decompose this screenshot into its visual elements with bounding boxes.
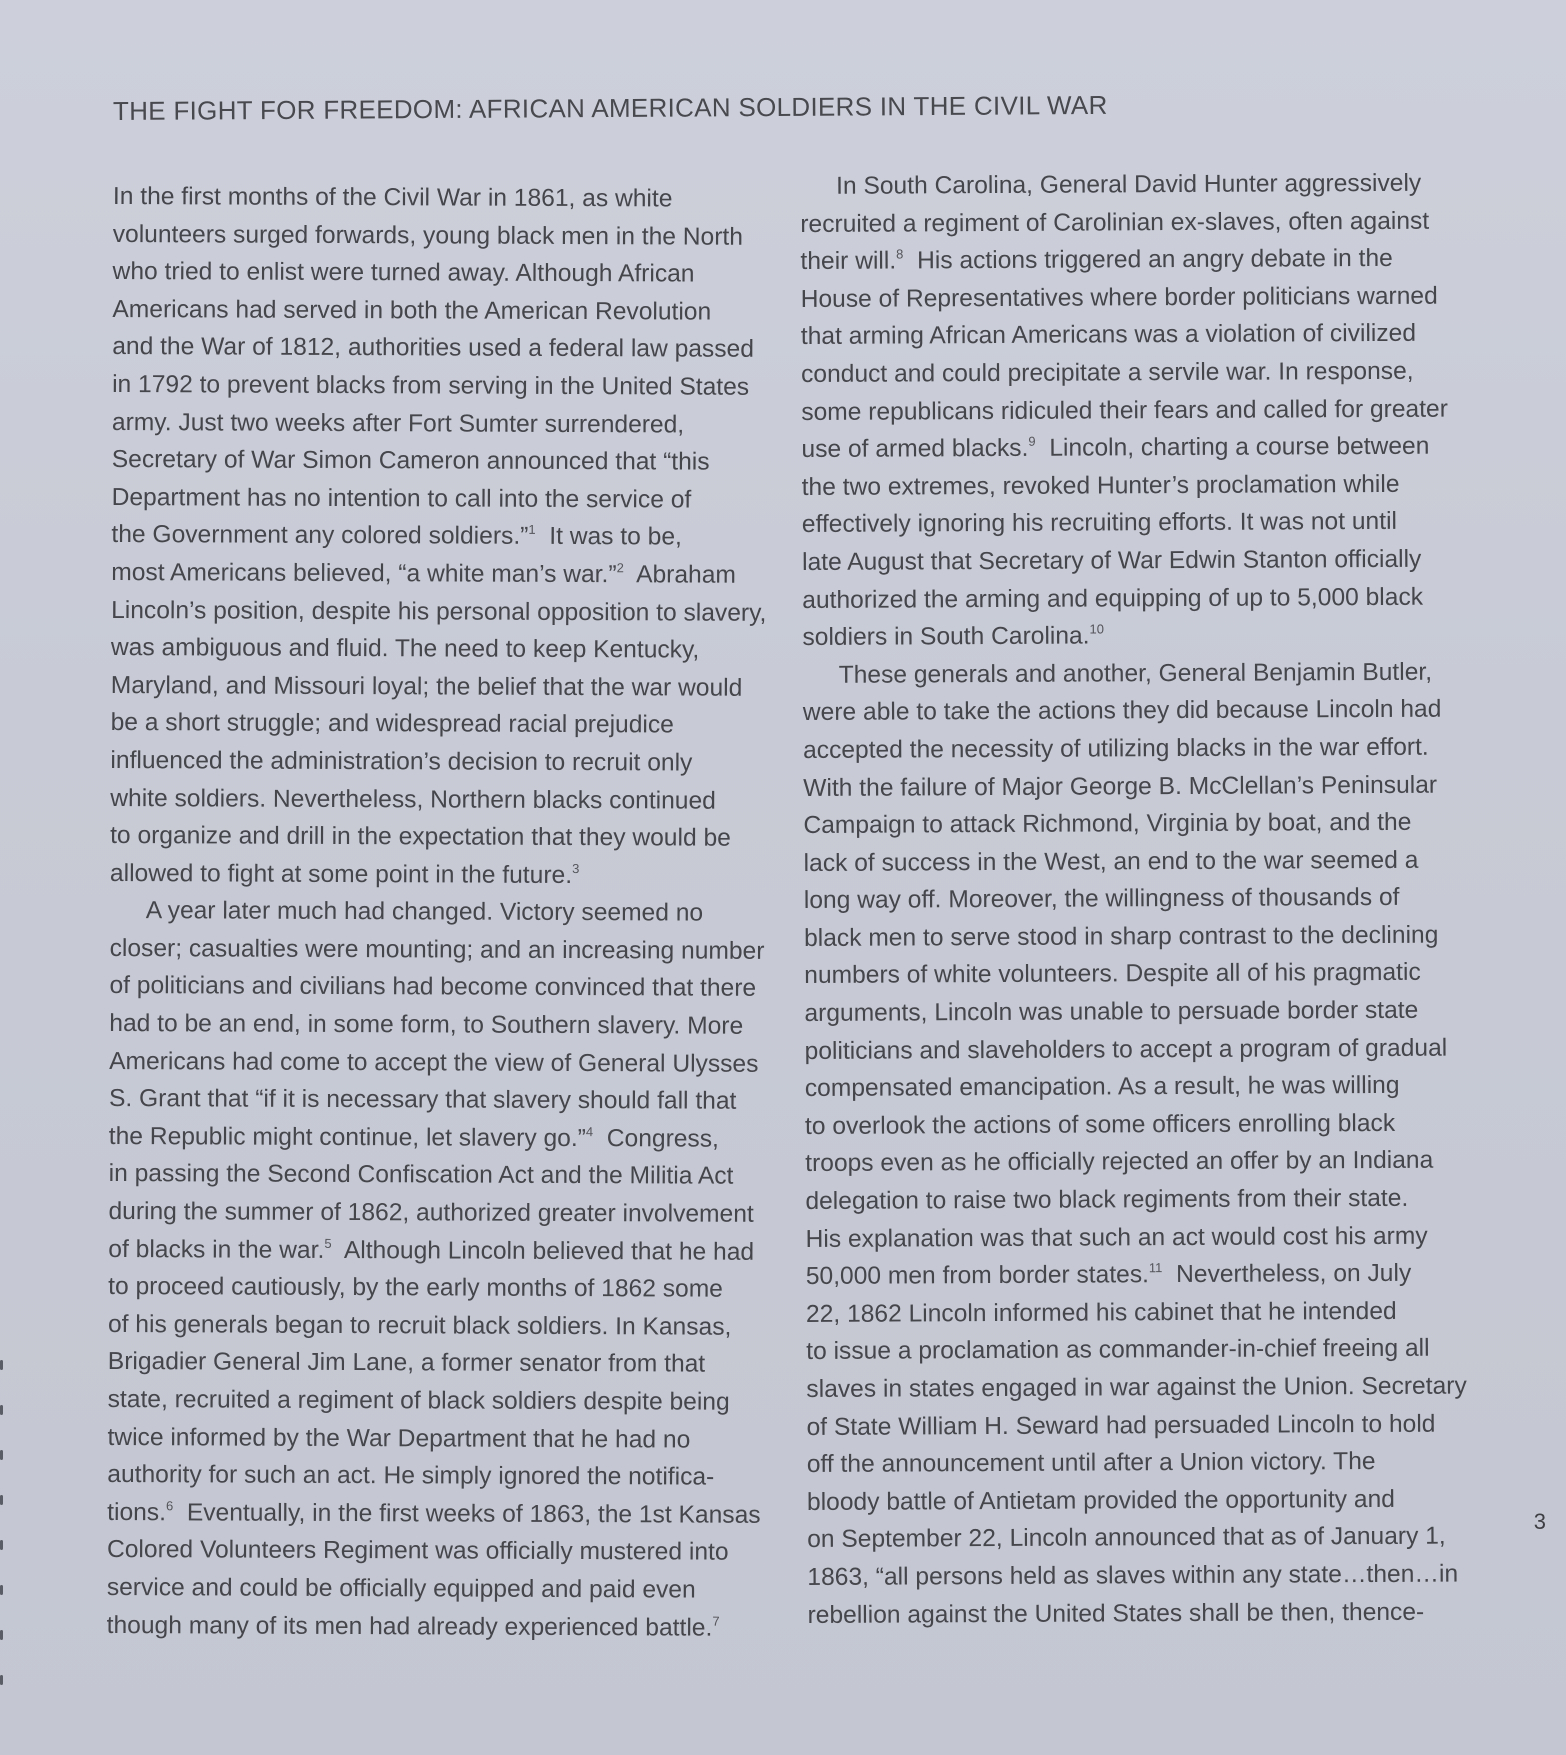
line-text: the Government any colored soldiers.” bbox=[111, 521, 529, 551]
line-text: to overlook the actions of some officers enrolling black bbox=[804, 1109, 1396, 1140]
text-line bbox=[804, 841, 1454, 882]
text-line bbox=[805, 1104, 1455, 1145]
line-text: Americans had served in both the American Revolution bbox=[112, 295, 712, 326]
text-line bbox=[111, 554, 761, 594]
footnote-ref: 11 bbox=[1148, 1260, 1163, 1276]
text-line bbox=[804, 954, 1454, 995]
line-text: be a short struggle; and widespread racial prejudice bbox=[110, 709, 674, 739]
text-line bbox=[111, 516, 761, 556]
line-text: 50,000 men from border states. bbox=[805, 1261, 1149, 1291]
line-text: the Republic might continue, let slavery go.” bbox=[108, 1122, 586, 1152]
line-text: Campaign to attack Richmond, Virginia by boat, and the bbox=[803, 808, 1412, 840]
line-text: Colored Volunteers Regiment was officially mustered into bbox=[106, 1536, 729, 1567]
line-text: that arming African Americans was a violation of civilized bbox=[800, 320, 1417, 351]
line-text: were able to take the actions they did because Lincoln had bbox=[802, 695, 1442, 727]
text-line bbox=[109, 930, 765, 970]
line-text: of blacks in the war. bbox=[108, 1235, 325, 1264]
text-line bbox=[108, 1306, 758, 1346]
text-line bbox=[109, 1080, 759, 1120]
line-text: to issue a proclamation as commander-in-chief freeing all bbox=[806, 1335, 1430, 1366]
text-line bbox=[803, 691, 1453, 732]
line-text: Secretary of War Simon Cameron announced that “this bbox=[111, 446, 710, 476]
text-line bbox=[110, 817, 760, 857]
text-line bbox=[806, 1217, 1456, 1258]
line-text-continued: It was to be, bbox=[535, 523, 682, 551]
text-line bbox=[801, 428, 1451, 469]
line-text: troops even as he officially rejected an offer by an Indiana bbox=[805, 1147, 1434, 1178]
line-text-continued: Abraham bbox=[623, 561, 736, 589]
text-line bbox=[804, 916, 1454, 957]
line-text: effectively ignoring his recruiting efforts. It was not until bbox=[801, 508, 1398, 539]
line-text: authority for such an act. He simply ignored the notifica- bbox=[107, 1461, 715, 1491]
text-line bbox=[802, 541, 1452, 582]
footnote-ref: 6 bbox=[165, 1498, 174, 1514]
text-line bbox=[806, 1368, 1467, 1409]
line-text: delegation to raise two black regiments from their state. bbox=[805, 1184, 1409, 1216]
footnote-ref: 10 bbox=[1089, 621, 1105, 637]
text-line bbox=[109, 1118, 759, 1158]
text-line bbox=[803, 728, 1453, 769]
text-line bbox=[805, 1029, 1455, 1070]
line-text: lack of success in the West, an end to the war seemed a bbox=[803, 846, 1419, 877]
line-text: volunteers surged forwards, young black men in the North bbox=[112, 220, 744, 251]
text-line bbox=[108, 1381, 758, 1421]
text-line bbox=[109, 1005, 759, 1045]
text-line bbox=[107, 1456, 757, 1496]
line-text: In the first months of the Civil War in 1861, as white bbox=[112, 182, 673, 213]
text-line bbox=[800, 240, 1450, 281]
paragraph bbox=[800, 165, 1453, 657]
line-text: in 1792 to prevent blacks from serving in the United States bbox=[112, 370, 750, 401]
line-text: to organize and drill in the expectation that they would be bbox=[110, 822, 731, 852]
page-number: 3 bbox=[1533, 1509, 1546, 1534]
line-text-continued: Lincoln, charting a course between bbox=[1035, 432, 1430, 462]
footnote-ref: 1 bbox=[528, 522, 536, 538]
right-column bbox=[800, 165, 1467, 1635]
line-text: rebellion against the United States shall be then, thence- bbox=[807, 1598, 1425, 1629]
text-line bbox=[805, 1142, 1455, 1183]
line-text: who tried to enlist were turned away. Although African bbox=[112, 258, 695, 288]
line-text: soldiers in South Carolina. bbox=[802, 622, 1090, 652]
text-line bbox=[801, 277, 1451, 318]
line-text: to proceed cautiously, by the early months of 1862 some bbox=[108, 1273, 723, 1303]
line-text: and the War of 1812, authorities used a federal law passed bbox=[112, 333, 754, 364]
text-line bbox=[802, 578, 1452, 619]
text-line bbox=[807, 1480, 1457, 1521]
text-line bbox=[800, 202, 1450, 243]
line-text: influenced the administration’s decision to recruit only bbox=[110, 746, 693, 777]
text-line bbox=[802, 616, 1452, 657]
line-text: most Americans believed, “a white man’s war.” bbox=[111, 558, 617, 589]
text-line bbox=[108, 1343, 758, 1383]
line-text-continued: Although Lincoln believed that he had bbox=[331, 1236, 755, 1266]
text-line bbox=[807, 1518, 1457, 1559]
text-line bbox=[805, 1067, 1455, 1108]
text-line bbox=[109, 967, 759, 1007]
text-line bbox=[113, 178, 763, 218]
line-text: With the failure of Major George B. McClellan’s Peninsular bbox=[803, 771, 1438, 802]
line-text-continued: Congress, bbox=[593, 1124, 719, 1153]
line-text: of politicians and civilians had become convinced that there bbox=[109, 972, 757, 1003]
text-line bbox=[107, 1607, 757, 1647]
line-text: In South Carolina, General David Hunter aggressively bbox=[836, 169, 1422, 200]
line-text: conduct and could precipitate a servile war. In response, bbox=[801, 357, 1414, 388]
line-text: accepted the necessity of utilizing blacks in the war effort. bbox=[802, 733, 1429, 764]
text-line bbox=[807, 1556, 1457, 1597]
text-line bbox=[107, 1494, 761, 1534]
text-line bbox=[805, 1180, 1455, 1221]
left-column bbox=[106, 178, 767, 1647]
line-text: had to be an end, in some form, to Southern slavery. More bbox=[109, 1010, 744, 1040]
text-line bbox=[109, 1043, 759, 1083]
line-text: His explanation was that such an act would cost his army bbox=[805, 1222, 1428, 1253]
text-line bbox=[107, 1569, 757, 1609]
text-line bbox=[802, 503, 1452, 544]
line-text: House of Representatives where border politicians warned bbox=[800, 282, 1438, 313]
text-line bbox=[806, 1405, 1456, 1446]
text-line bbox=[112, 291, 762, 331]
footnote-ref: 2 bbox=[616, 560, 624, 576]
line-text: the two extremes, revoked Hunter’s proclamation while bbox=[801, 470, 1400, 501]
text-line bbox=[801, 315, 1451, 356]
line-text: allowed to fight at some point in the future. bbox=[109, 859, 573, 889]
text-line bbox=[806, 1292, 1456, 1333]
text-line bbox=[108, 1268, 758, 1308]
line-text-continued: Eventually, in the first weeks of 1863, the 1st Kansas bbox=[173, 1499, 761, 1529]
line-text: closer; casualties were mounting; and an increasing number bbox=[109, 934, 765, 965]
line-text: army. Just two weeks after Fort Sumter surrendered, bbox=[111, 408, 685, 439]
line-text: tions. bbox=[107, 1498, 167, 1527]
line-text: bloody battle of Antietam provided the opportunity and bbox=[806, 1485, 1395, 1516]
line-text: state, recruited a regiment of black soldiers despite being bbox=[107, 1385, 730, 1416]
line-text: arguments, Lincoln was unable to persuade border state bbox=[804, 996, 1419, 1028]
line-text: during the summer of 1862, authorized greater involvement bbox=[108, 1198, 754, 1228]
text-line bbox=[112, 479, 762, 519]
text-line bbox=[806, 1330, 1456, 1371]
running-head: THE FIGHT FOR FREEDOM: AFRICAN AMERICAN SOLDIERS IN THE CIVIL WAR bbox=[112, 89, 1108, 126]
line-text: though many of its men had already experienced battle. bbox=[106, 1611, 713, 1642]
footnote-ref: 9 bbox=[1028, 433, 1036, 449]
text-line bbox=[801, 390, 1451, 431]
text-line bbox=[112, 328, 762, 368]
line-text: Lincoln’s position, despite his personal opposition to slavery, bbox=[111, 596, 767, 627]
text-line bbox=[108, 1231, 758, 1271]
footnote-ref: 3 bbox=[572, 860, 580, 876]
text-line bbox=[110, 779, 760, 819]
line-text: politicians and slaveholders to accept a program of gradual bbox=[804, 1034, 1448, 1065]
text-line bbox=[110, 892, 760, 932]
paragraph bbox=[109, 178, 767, 895]
text-line bbox=[109, 1155, 759, 1195]
paragraph bbox=[106, 892, 765, 1647]
line-text: on September 22, Lincoln announced that as of January 1, bbox=[807, 1523, 1446, 1554]
line-text: their will. bbox=[800, 247, 897, 276]
text-line bbox=[111, 704, 761, 744]
text-line bbox=[107, 1531, 757, 1571]
text-line bbox=[806, 1255, 1456, 1296]
line-text-continued: His actions triggered an angry debate in the bbox=[903, 245, 1393, 275]
text-line bbox=[113, 216, 763, 256]
text-line bbox=[113, 253, 763, 293]
line-text: of his generals began to recruit black soldiers. In Kansas, bbox=[107, 1310, 732, 1341]
text-line bbox=[803, 766, 1453, 807]
line-text: of State William H. Seward had persuaded Lincoln to hold bbox=[806, 1410, 1436, 1441]
text-line bbox=[800, 165, 1450, 206]
line-text: some republicans ridiculed their fears and called for greater bbox=[801, 395, 1448, 426]
line-text: off the announcement until after a Union victory. The bbox=[806, 1448, 1376, 1479]
line-text: numbers of white volunteers. Despite all of his pragmatic bbox=[804, 959, 1421, 990]
page-edge-marks bbox=[0, 1350, 6, 1710]
paragraph bbox=[802, 653, 1467, 1634]
line-text: Department has no intention to call into the service of bbox=[111, 483, 692, 514]
text-line bbox=[804, 879, 1454, 920]
footnote-ref: 8 bbox=[896, 246, 904, 262]
text-line bbox=[804, 992, 1454, 1033]
footnote-ref: 4 bbox=[585, 1123, 594, 1139]
line-text: 1863, “all persons held as slaves within any state…then…in bbox=[807, 1560, 1459, 1591]
line-text: Brigadier General Jim Lane, a former senator from that bbox=[107, 1348, 706, 1379]
text-line bbox=[803, 804, 1453, 845]
line-text: slaves in states engaged in war against the Union. Secretary bbox=[806, 1372, 1467, 1403]
text-line bbox=[112, 441, 762, 481]
line-text: A year later much had changed. Victory seemed no bbox=[145, 897, 704, 927]
footnote-ref: 7 bbox=[712, 1613, 720, 1629]
text-line bbox=[802, 465, 1452, 506]
text-line bbox=[111, 629, 761, 669]
line-text: compensated emancipation. As a result, he was willing bbox=[804, 1072, 1400, 1103]
line-text: 22, 1862 Lincoln informed his cabinet that he intended bbox=[805, 1297, 1397, 1328]
line-text: long way off. Moreover, the willingness of thousands of bbox=[803, 884, 1400, 915]
text-line bbox=[807, 1593, 1457, 1634]
line-text: use of armed blacks. bbox=[801, 434, 1029, 464]
text-line bbox=[112, 404, 762, 444]
line-text-continued: Nevertheless, on July bbox=[1162, 1260, 1412, 1289]
text-line bbox=[107, 1419, 757, 1459]
text-line bbox=[111, 667, 761, 707]
line-text: S. Grant that “if it is necessary that slavery should fall that bbox=[108, 1085, 737, 1115]
text-line bbox=[108, 1193, 758, 1233]
line-text: black men to serve stood in sharp contrast to the declining bbox=[803, 921, 1439, 952]
line-text: twice informed by the War Department that he had no bbox=[107, 1423, 691, 1454]
text-line bbox=[807, 1443, 1457, 1484]
line-text: white soldiers. Nevertheless, Northern blacks continued bbox=[110, 784, 716, 815]
text-line bbox=[110, 742, 760, 782]
footnote-ref: 5 bbox=[324, 1235, 332, 1251]
line-text: late August that Secretary of War Edwin Stanton officially bbox=[801, 545, 1422, 576]
text-line bbox=[111, 592, 767, 632]
line-text: service and could be officially equipped and paid even bbox=[106, 1573, 696, 1604]
line-text: recruited a regiment of Carolinian ex-slaves, often against bbox=[800, 207, 1430, 238]
text-line bbox=[110, 855, 760, 895]
text-line bbox=[112, 366, 762, 406]
line-text: in passing the Second Confiscation Act and the Militia Act bbox=[108, 1160, 734, 1191]
line-text: Americans had come to accept the view of General Ulysses bbox=[109, 1047, 759, 1078]
line-text: Maryland, and Missouri loyal; the belief that the war would bbox=[110, 671, 743, 702]
text-line bbox=[801, 353, 1451, 394]
line-text: These generals and another, General Benjamin Butler, bbox=[838, 658, 1433, 689]
text-line bbox=[803, 653, 1453, 694]
line-text: authorized the arming and equipping of up to 5,000 black bbox=[802, 583, 1424, 614]
line-text: was ambiguous and fluid. The need to keep Kentucky, bbox=[110, 634, 700, 664]
